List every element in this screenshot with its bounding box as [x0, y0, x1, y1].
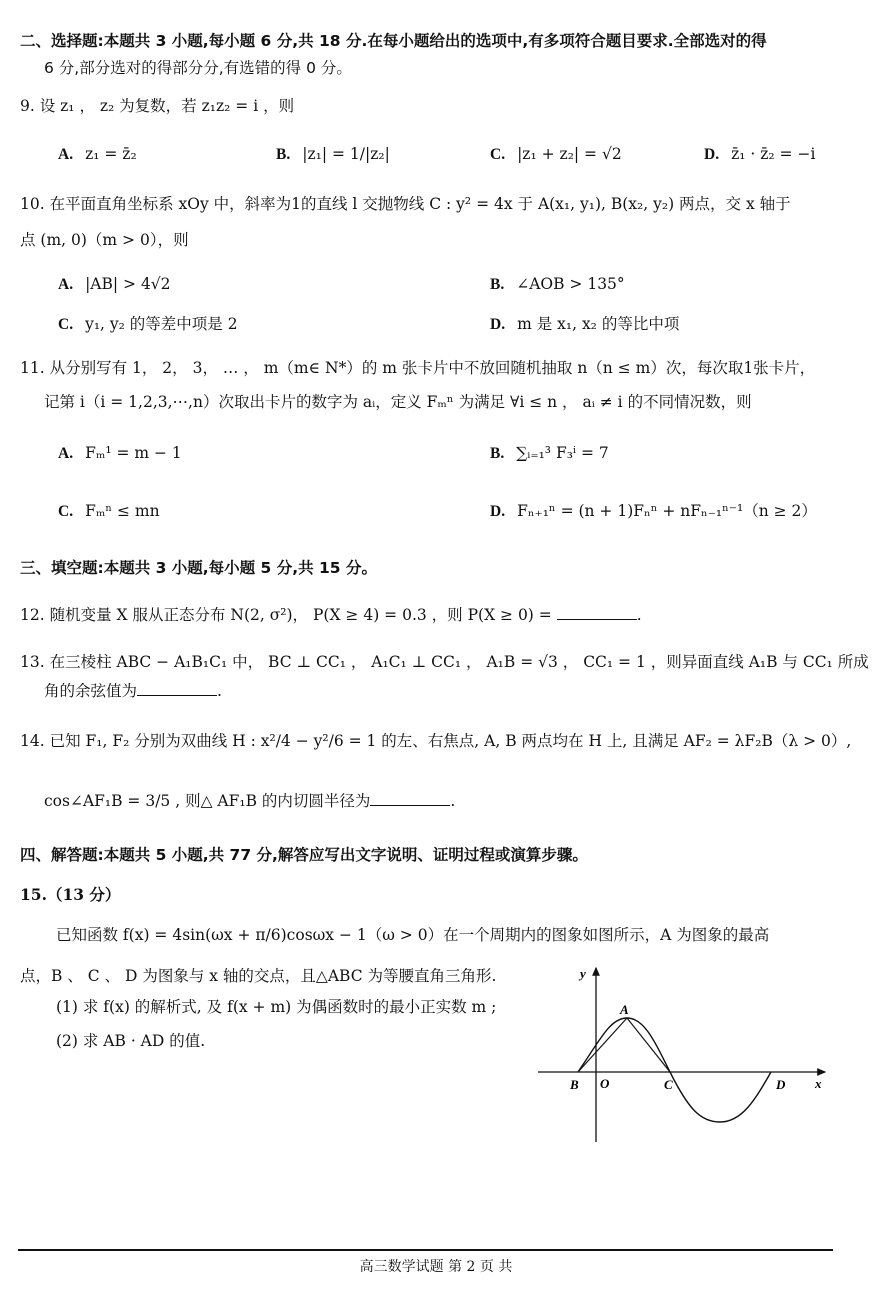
option-text: |z₁ + z₂| = √2 [517, 145, 622, 163]
answer-blank [557, 605, 637, 620]
page-footer: 高三数学试题 第 2 页 共 [359, 1259, 513, 1275]
point-label-a: A [620, 1002, 629, 1017]
option-letter: A. [58, 445, 74, 462]
option-text: ∠AOB > 135° [516, 275, 625, 293]
option-letter: D. [490, 316, 506, 333]
answer-blank [137, 681, 217, 696]
q10-option-c [58, 313, 238, 336]
option-letter: D. [490, 503, 506, 520]
q11-stem-line2: 记第 i（i = 1,2,3,⋯,n）次取出卡片的数字为 aᵢ，定义 Fₘⁿ 为满足 ∀i ≤ n ， aᵢ ≠ i 的不同情况数，则 [44, 393, 752, 411]
q10-option-a [58, 273, 171, 296]
option-letter: C. [490, 146, 506, 163]
q14-line2 [44, 790, 455, 812]
y-axis-label: y [580, 966, 586, 981]
q14-tail: . [450, 792, 456, 810]
q14-line1: 14. 已知 F₁, F₂ 分别为双曲线 H : x²/4 − y²/6 = 1 的左、右焦点, A, B 两点均在 H 上, 且满足 AF₂ = λF₂B（λ > 0）, [20, 732, 852, 750]
q13-line2-text: 角的余弦值为 [44, 682, 138, 700]
q9-option-c [490, 143, 622, 166]
q9-option-b [276, 143, 390, 166]
q11-option-a [58, 442, 182, 465]
q15-header: 15.（13 分） [20, 885, 121, 904]
q12 [20, 604, 642, 626]
option-letter: B. [276, 146, 291, 163]
point-label-o: O [600, 1076, 610, 1091]
q11-stem-line1: 11. 从分别写有 1， 2， 3， … ， m（m∈ N*）的 m 张卡片中不放回随机抽取 n（n ≤ m）次，每次取1张卡片， [20, 359, 816, 377]
section-three-heading: 三、填空题:本题共 3 小题,每小题 5 分,共 15 分。 [20, 559, 377, 577]
point-label-d: D [776, 1077, 786, 1092]
section-two-heading-cont: 6 分,部分选对的得部分分,有选错的得 0 分。 [44, 59, 352, 77]
option-text: y₁, y₂ 的等差中项是 2 [85, 315, 238, 333]
option-text: z₁ = z̄₂ [85, 145, 137, 163]
option-text: |z₁| = 1/|z₂| [302, 145, 390, 163]
q15-part2: (2) 求 AB · AD 的值. [56, 1032, 206, 1050]
sine-graph-figure [530, 960, 840, 1150]
section-four-heading: 四、解答题:本题共 5 小题,共 77 分,解答应写出文字说明、证明过程或演算步骤。 [20, 846, 588, 864]
q9-stem: 9. 设 z₁ ， z₂ 为复数，若 z₁z₂ = i ，则 [20, 97, 295, 115]
q10-option-b [490, 273, 625, 296]
option-letter: C. [58, 316, 74, 333]
option-text: |AB| > 4√2 [85, 275, 171, 293]
q9-option-a [58, 143, 137, 166]
x-axis-label: x [815, 1076, 822, 1091]
q15-body-line2: 点，B 、 C 、 D 为图象与 x 轴的交点，且△ABC 为等腰直角三角形. [20, 967, 497, 985]
option-text: Fₘ¹ = m − 1 [85, 444, 182, 462]
q12-text: 12. 随机变量 X 服从正态分布 N(2, σ²)， P(X ≥ 4) = 0.3 ，则 P(X ≥ 0) = [20, 606, 552, 624]
q10-option-d [490, 313, 679, 336]
q14-line2-text: cos∠AF₁B = 3/5 , 则△ AF₁B 的内切圆半径为 [44, 792, 371, 810]
answer-blank [370, 791, 450, 806]
option-letter: B. [490, 276, 505, 293]
option-text: Fₙ₊₁ⁿ = (n + 1)Fₙⁿ + nFₙ₋₁ⁿ⁻¹（n ≥ 2） [517, 502, 817, 520]
q9-option-d [704, 143, 815, 166]
option-text: z̄₁ · z̄₂ = −i [731, 145, 816, 163]
section-two-heading: 二、选择题:本题共 3 小题,每小题 6 分,共 18 分.在每小题给出的选项中,有多项符合题目要求.全部选对的得 [20, 32, 767, 50]
segment-ac [627, 1018, 670, 1072]
q10-stem-line1: 10. 在平面直角坐标系 xOy 中，斜率为1的直线 l 交抛物线 C : y² = 4x 于 A(x₁, y₁), B(x₂, y₂) 两点，交 x 轴于 [20, 195, 791, 213]
q11-option-c [58, 500, 160, 523]
point-label-b: B [570, 1077, 579, 1092]
option-text: Fₘⁿ ≤ mn [85, 502, 160, 520]
q13-line1: 13. 在三棱柱 ABC − A₁B₁C₁ 中， BC ⊥ CC₁ ， A₁C₁ ⊥ CC₁ ， A₁B = √3 ， CC₁ = 1 ，则异面直线 A₁B 与 CC₁ 所成 [20, 653, 869, 671]
point-label-c: C [664, 1077, 673, 1092]
q13-tail: . [217, 682, 222, 700]
option-text: ∑ᵢ₌₁³ F₃ⁱ = 7 [516, 444, 609, 462]
option-letter: C. [58, 503, 74, 520]
segment-ab [578, 1018, 627, 1072]
q13-line2 [44, 680, 222, 702]
option-letter: A. [58, 276, 74, 293]
q15-body-line1: 已知函数 f(x) = 4sin(ωx + π/6)cosωx − 1（ω > 0）在一个周期内的图象如图所示，A 为图象的最高 [56, 926, 770, 944]
option-letter: D. [704, 146, 720, 163]
sine-curve [578, 1018, 771, 1122]
footer-rule [18, 1249, 833, 1251]
option-letter: B. [490, 445, 505, 462]
q11-option-b [490, 442, 609, 465]
q11-option-d [490, 500, 817, 523]
q15-part1: (1) 求 f(x) 的解析式, 及 f(x + m) 为偶函数时的最小正实数 m ; [56, 998, 497, 1016]
q10-stem-line2: 点 (m, 0)（m > 0），则 [20, 231, 189, 249]
option-letter: A. [58, 146, 74, 163]
q12-tail: . [636, 606, 642, 624]
option-text: m 是 x₁, x₂ 的等比中项 [517, 315, 680, 333]
